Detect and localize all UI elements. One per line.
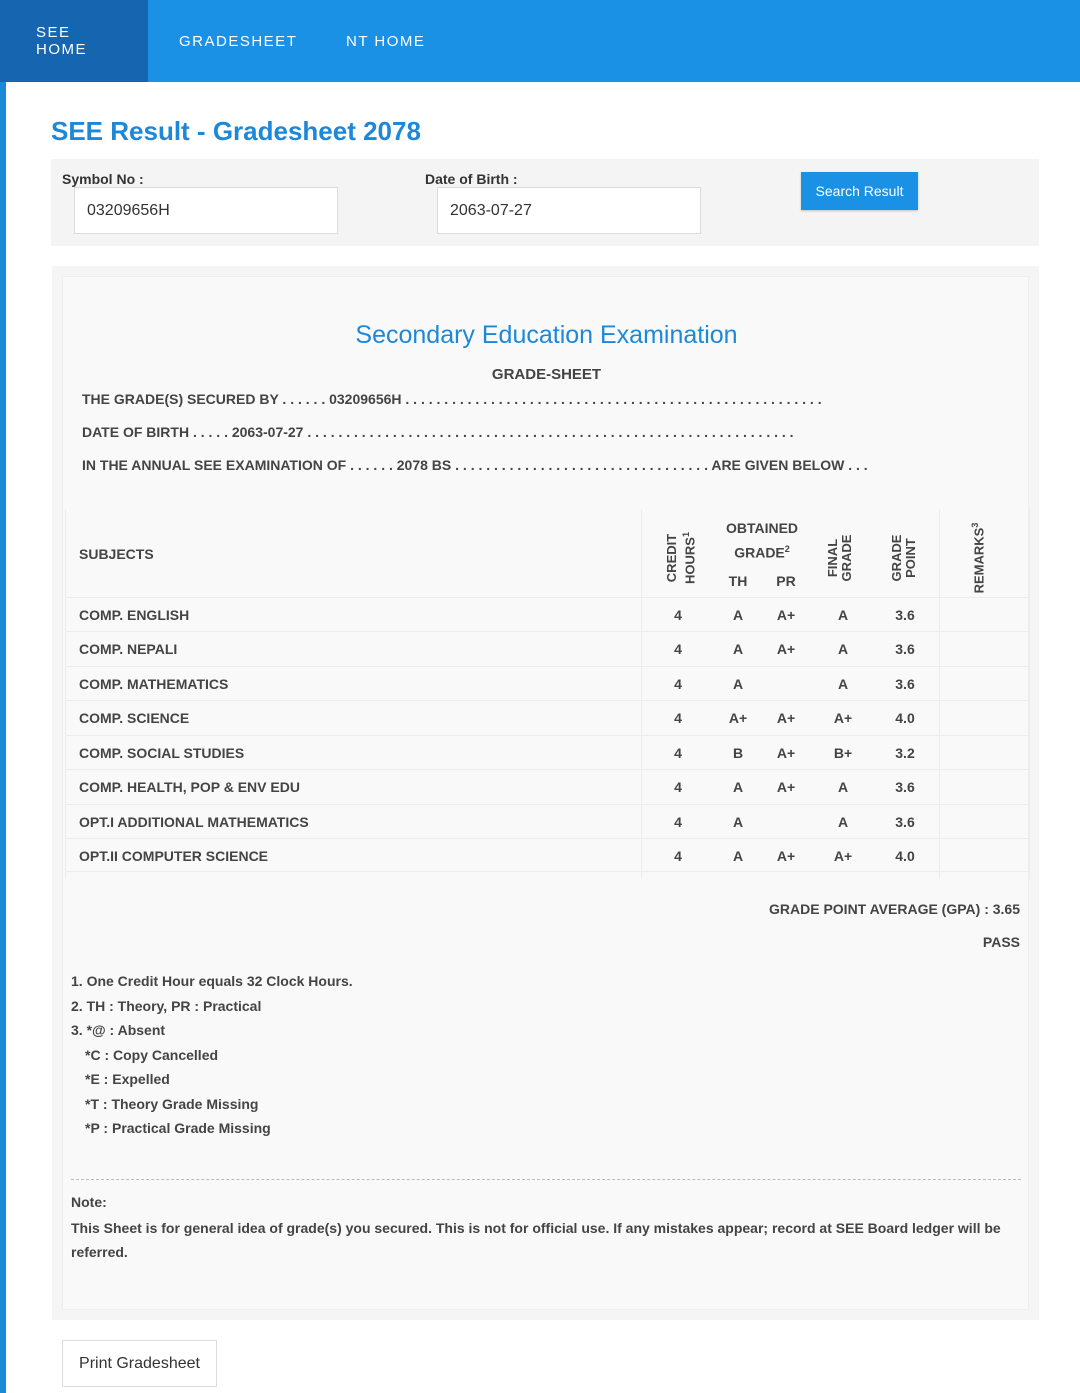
cell-gp: 4.0 <box>895 848 915 864</box>
cell-pr: A+ <box>776 848 796 864</box>
info-secured-by: THE GRADE(S) SECURED BY . . . . . . 03209656H . . . . . . . . . . . . . . . . . . . . . . . . . . . . . . . . . . . . . . . . . . . . . . . . . . . . . . <box>82 391 822 407</box>
cell-credit: 4 <box>674 607 682 623</box>
cell-pr: A+ <box>776 779 796 795</box>
cell-gp: 3.6 <box>895 814 915 830</box>
legend-item: 2. TH : Theory, PR : Practical <box>71 998 262 1014</box>
sheet-subtitle: GRADE-SHEET <box>491 366 602 383</box>
cell-final: B+ <box>833 745 853 761</box>
table-row <box>65 735 1030 769</box>
header-final-grade: FINAL GRADE <box>825 534 854 582</box>
cell-credit: 4 <box>674 848 682 864</box>
search-result-button[interactable]: Search Result <box>801 172 918 210</box>
nav-nt-home[interactable]: NT HOME <box>346 32 426 50</box>
cell-credit: 4 <box>674 779 682 795</box>
cell-credit: 4 <box>674 676 682 692</box>
gradesheet-card <box>62 276 1029 1310</box>
cell-credit: 4 <box>674 745 682 761</box>
cell-credit: 4 <box>674 814 682 830</box>
cell-subject: COMP. ENGLISH <box>79 607 190 623</box>
table-row <box>65 769 1030 803</box>
header-th: TH <box>728 573 748 589</box>
search-panel <box>51 159 1039 246</box>
header-subjects: SUBJECTS <box>79 546 154 562</box>
legend-item: 3. *@ : Absent <box>71 1022 166 1038</box>
page-title: SEE Result - Gradesheet 2078 <box>51 116 421 146</box>
table-row <box>65 838 1030 872</box>
cell-final: A+ <box>833 848 853 864</box>
table-row <box>65 631 1030 665</box>
symbol-input[interactable]: 03209656H <box>74 187 338 234</box>
info-exam: IN THE ANNUAL SEE EXAMINATION OF . . . . . . 2078 BS . . . . . . . . . . . . . . . . . . . . . . . . . . . . . . . . . ARE GIVEN BELOW . . . <box>82 457 868 473</box>
top-navbar <box>0 0 1080 82</box>
dob-input[interactable]: 2063-07-27 <box>437 187 701 234</box>
legend-item: *C : Copy Cancelled <box>85 1047 219 1063</box>
legend-item: 1. One Credit Hour equals 32 Clock Hours. <box>71 973 353 989</box>
cell-gp: 3.6 <box>895 607 915 623</box>
nav-gradesheet[interactable]: GRADESHEET <box>179 32 298 50</box>
table-row <box>65 804 1030 838</box>
cell-subject: COMP. SCIENCE <box>79 710 190 726</box>
cell-pr <box>763 805 809 839</box>
symbol-label: Symbol No : <box>62 171 144 187</box>
info-dob: DATE OF BIRTH . . . . . 2063-07-27 . . . . . . . . . . . . . . . . . . . . . . . . . . . . . . . . . . . . . . . . . . . . . . . . . . . . . . . . . . . . . . . <box>82 424 794 440</box>
header-obtained-grade: OBTAINED GRADE$^2$ <box>725 520 799 561</box>
cell-credit: 4 <box>674 641 682 657</box>
cell-subject: COMP. NEPALI <box>79 641 178 657</box>
header-grade-point: GRADE POINT <box>889 534 918 582</box>
cell-final: A <box>837 779 849 795</box>
cell-th: A <box>732 814 744 830</box>
nav-see-home[interactable]: SEE HOME <box>0 0 148 82</box>
cell-final: A <box>837 641 849 657</box>
cell-subject: COMP. MATHEMATICS <box>79 676 229 692</box>
gradesheet-container <box>52 266 1039 1320</box>
grade-table <box>65 509 1030 879</box>
cell-gp: 4.0 <box>895 710 915 726</box>
table-row <box>65 700 1030 734</box>
dob-label: Date of Birth : <box>425 171 518 187</box>
table-row <box>65 597 1030 631</box>
cell-gp: 3.6 <box>895 641 915 657</box>
table-row <box>65 666 1030 700</box>
cell-subject: OPT.II COMPUTER SCIENCE <box>79 848 269 864</box>
cell-final: A+ <box>833 710 853 726</box>
cell-pr: A+ <box>776 710 796 726</box>
cell-subject: COMP. HEALTH, POP & ENV EDU <box>79 779 300 795</box>
cell-th: A <box>732 779 744 795</box>
cell-subject: COMP. SOCIAL STUDIES <box>79 745 245 761</box>
cell-th: A <box>732 848 744 864</box>
header-credit-hours: CREDIT HOURS$^1$ <box>664 532 698 584</box>
note-text: This Sheet is for general idea of grade(s) you secured. This is not for official use. If any mistakes appear; record at SEE Board ledger will be referred. <box>71 1220 1001 1260</box>
left-edge-strip <box>0 0 6 1393</box>
cell-gp: 3.6 <box>895 676 915 692</box>
legend-item: *P : Practical Grade Missing <box>85 1120 271 1136</box>
print-gradesheet-button[interactable]: Print Gradesheet <box>62 1340 217 1387</box>
header-pr: PR <box>776 573 796 589</box>
cell-th: B <box>732 745 744 761</box>
cell-th: A <box>732 641 744 657</box>
cell-final: A <box>837 814 849 830</box>
cell-pr <box>763 667 809 701</box>
note-label: Note: <box>71 1194 107 1210</box>
cell-final: A <box>837 676 849 692</box>
legend-item: *T : Theory Grade Missing <box>85 1096 259 1112</box>
cell-gp: 3.6 <box>895 779 915 795</box>
cell-credit: 4 <box>674 710 682 726</box>
cell-subject: OPT.I ADDITIONAL MATHEMATICS <box>79 814 309 830</box>
divider <box>71 1179 1021 1180</box>
gpa-value: GRADE POINT AVERAGE (GPA) : 3.65 <box>769 901 1020 917</box>
cell-pr: A+ <box>776 641 796 657</box>
cell-pr: A+ <box>776 745 796 761</box>
sheet-title: Secondary Education Examination <box>355 321 738 349</box>
cell-th: A <box>732 607 744 623</box>
cell-final: A <box>837 607 849 623</box>
cell-pr: A+ <box>776 607 796 623</box>
cell-gp: 3.2 <box>895 745 915 761</box>
legend-item: *E : Expelled <box>85 1071 170 1087</box>
header-remarks: REMARKS$^3$ <box>970 522 987 594</box>
cell-th: A+ <box>728 710 748 726</box>
result-status: PASS <box>982 934 1020 950</box>
cell-th: A <box>732 676 744 692</box>
